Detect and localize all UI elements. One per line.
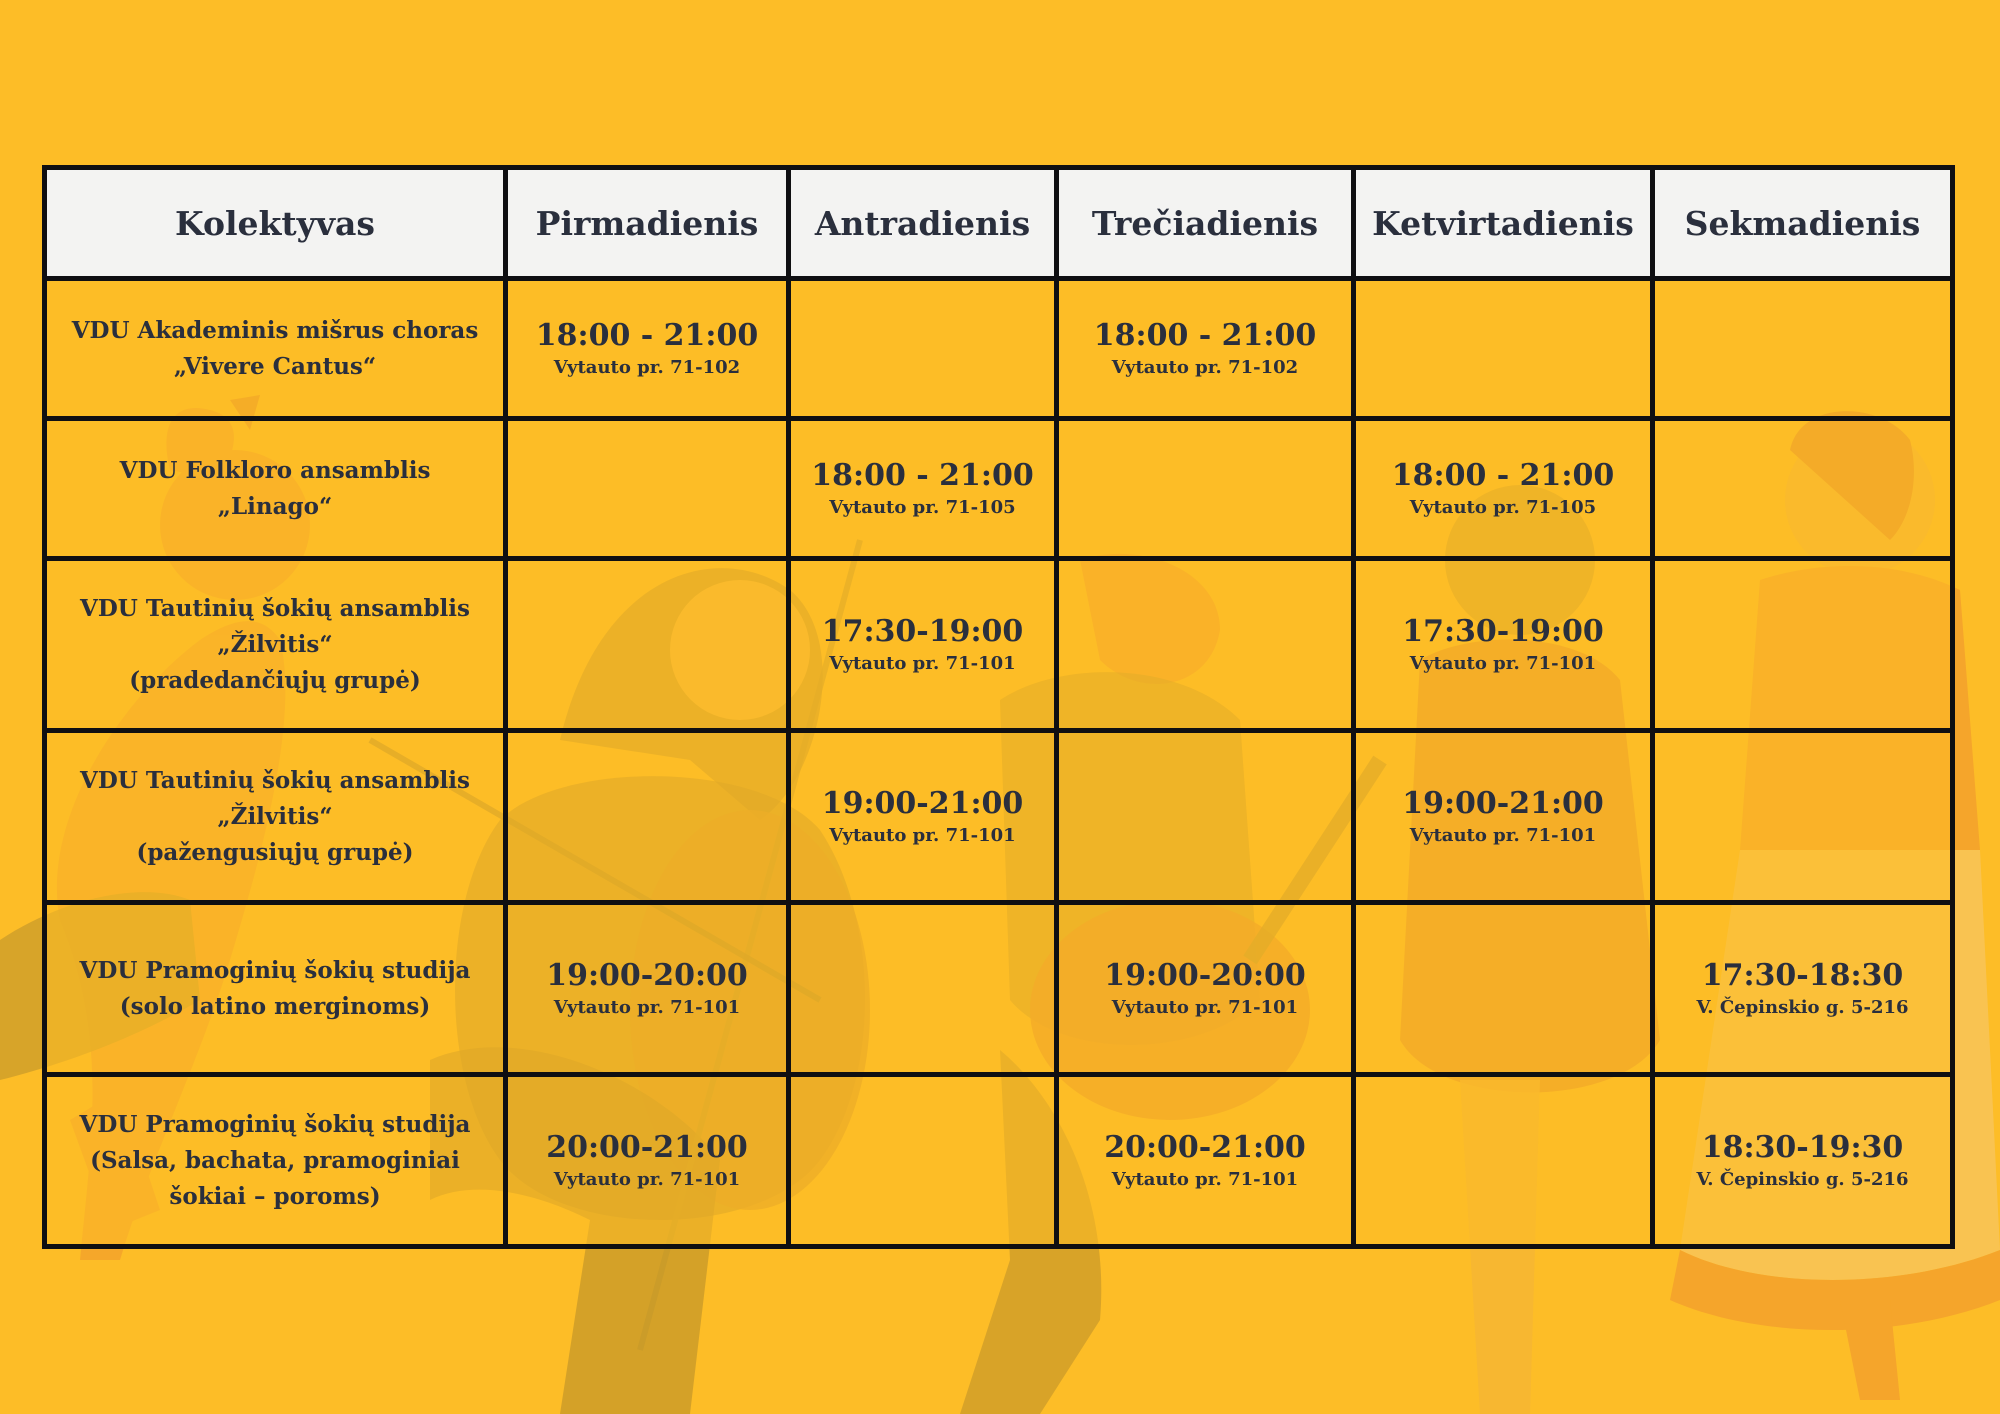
schedule-cell [506,559,789,731]
header-row [45,168,1953,279]
rehearsal-time: 19:00-21:00 [1402,785,1604,821]
ensemble-name: VDU Folkloro ansamblis „Linago“ [119,456,431,520]
ensemble-name: VDU Pramoginių šokių studija (Salsa, bachata, pramoginiai šokiai – poroms) [79,1110,471,1210]
rehearsal-location: Vytauto pr. 71-102 [553,356,741,378]
ensemble-cell [45,419,506,559]
rehearsal-location: Vytauto pr. 71-101 [553,1168,741,1190]
rehearsal-time: 17:30-19:00 [1402,613,1604,649]
schedule-cell [1057,559,1354,731]
schedule-cell [1354,903,1653,1075]
table-row [45,731,1953,903]
rehearsal-time: 18:00 - 21:00 [535,317,759,353]
rehearsal-time: 20:00-21:00 [1104,1129,1306,1165]
schedule-cell [1057,419,1354,559]
schedule-cell [789,559,1057,731]
ensemble-cell [45,279,506,419]
schedule-cell [1354,731,1653,903]
rehearsal-time: 18:00 - 21:00 [1093,317,1317,353]
schedule-cell [506,731,789,903]
schedule-cell [1354,1075,1653,1247]
ensemble-cell [45,731,506,903]
rehearsal-location: Vytauto pr. 71-101 [553,996,741,1018]
schedule-cell [506,903,789,1075]
schedule-cell [1653,419,1953,559]
schedule-cell [789,279,1057,419]
schedule-cell [506,279,789,419]
rehearsal-location: V. Čepinskio g. 5-216 [1696,996,1909,1018]
schedule-cell [1057,1075,1354,1247]
schedule-cell [1653,903,1953,1075]
header-treciadienis: Trečiadienis [1057,168,1354,279]
ensemble-name: VDU Akademinis mišrus choras „Vivere Cantus“ [71,316,479,380]
schedule-body [45,279,1953,1247]
rehearsal-location: Vytauto pr. 71-101 [1111,996,1299,1018]
rehearsal-location: Vytauto pr. 71-101 [829,652,1016,674]
ensemble-name: VDU Tautinių šokių ansamblis „Žilvitis“ (pradedančiųjų grupė) [80,594,470,694]
table-row [45,1075,1953,1247]
schedule-cell [789,731,1057,903]
schedule-cell [1057,731,1354,903]
ensemble-cell [45,559,506,731]
rehearsal-location: Vytauto pr. 71-105 [1409,496,1597,518]
schedule-cell [506,419,789,559]
table-row [45,559,1953,731]
schedule-cell [1653,1075,1953,1247]
schedule-cell [789,419,1057,559]
rehearsal-time: 17:30-18:30 [1701,957,1904,993]
rehearsal-location: Vytauto pr. 71-105 [829,496,1016,518]
schedule-cell [789,1075,1057,1247]
table-row [45,279,1953,419]
rehearsal-time: 18:00 - 21:00 [811,457,1034,493]
header-kolektyvas: Kolektyvas [45,168,506,279]
rehearsal-time: 17:30-19:00 [821,613,1024,649]
header-ketvirtadienis: Ketvirtadienis [1354,168,1653,279]
rehearsal-time: 18:30-19:30 [1701,1129,1904,1165]
header-pirmadienis: Pirmadienis [506,168,789,279]
table-row [45,419,1953,559]
rehearsal-time: 20:00-21:00 [546,1129,748,1165]
schedule-cell [1354,559,1653,731]
rehearsal-time: 19:00-20:00 [1104,957,1306,993]
schedule-cell [1653,559,1953,731]
rehearsal-location: Vytauto pr. 71-101 [829,824,1016,846]
schedule-cell [1354,279,1653,419]
rehearsal-schedule-table [42,165,1955,1249]
schedule-cell [1057,279,1354,419]
ensemble-name: VDU Pramoginių šokių studija (solo latino merginoms) [79,956,471,1020]
rehearsal-time: 18:00 - 21:00 [1391,457,1615,493]
header-antradienis: Antradienis [789,168,1057,279]
rehearsal-location: Vytauto pr. 71-101 [1409,824,1597,846]
schedule-cell [1653,279,1953,419]
ensemble-cell [45,903,506,1075]
rehearsal-location: Vytauto pr. 71-102 [1111,356,1299,378]
schedule-cell [1057,903,1354,1075]
rehearsal-time: 19:00-20:00 [546,957,748,993]
ensemble-name: VDU Tautinių šokių ansamblis „Žilvitis“ (pažengusiųjų grupė) [80,766,470,866]
schedule-cell [1354,419,1653,559]
schedule-cell [506,1075,789,1247]
schedule-cell [1653,731,1953,903]
ensemble-cell [45,1075,506,1247]
rehearsal-location: Vytauto pr. 71-101 [1409,652,1597,674]
rehearsal-location: V. Čepinskio g. 5-216 [1696,1168,1909,1190]
rehearsal-time: 19:00-21:00 [821,785,1024,821]
rehearsal-location: Vytauto pr. 71-101 [1111,1168,1299,1190]
schedule-cell [789,903,1057,1075]
header-sekmadienis: Sekmadienis [1653,168,1953,279]
table-row [45,903,1953,1075]
